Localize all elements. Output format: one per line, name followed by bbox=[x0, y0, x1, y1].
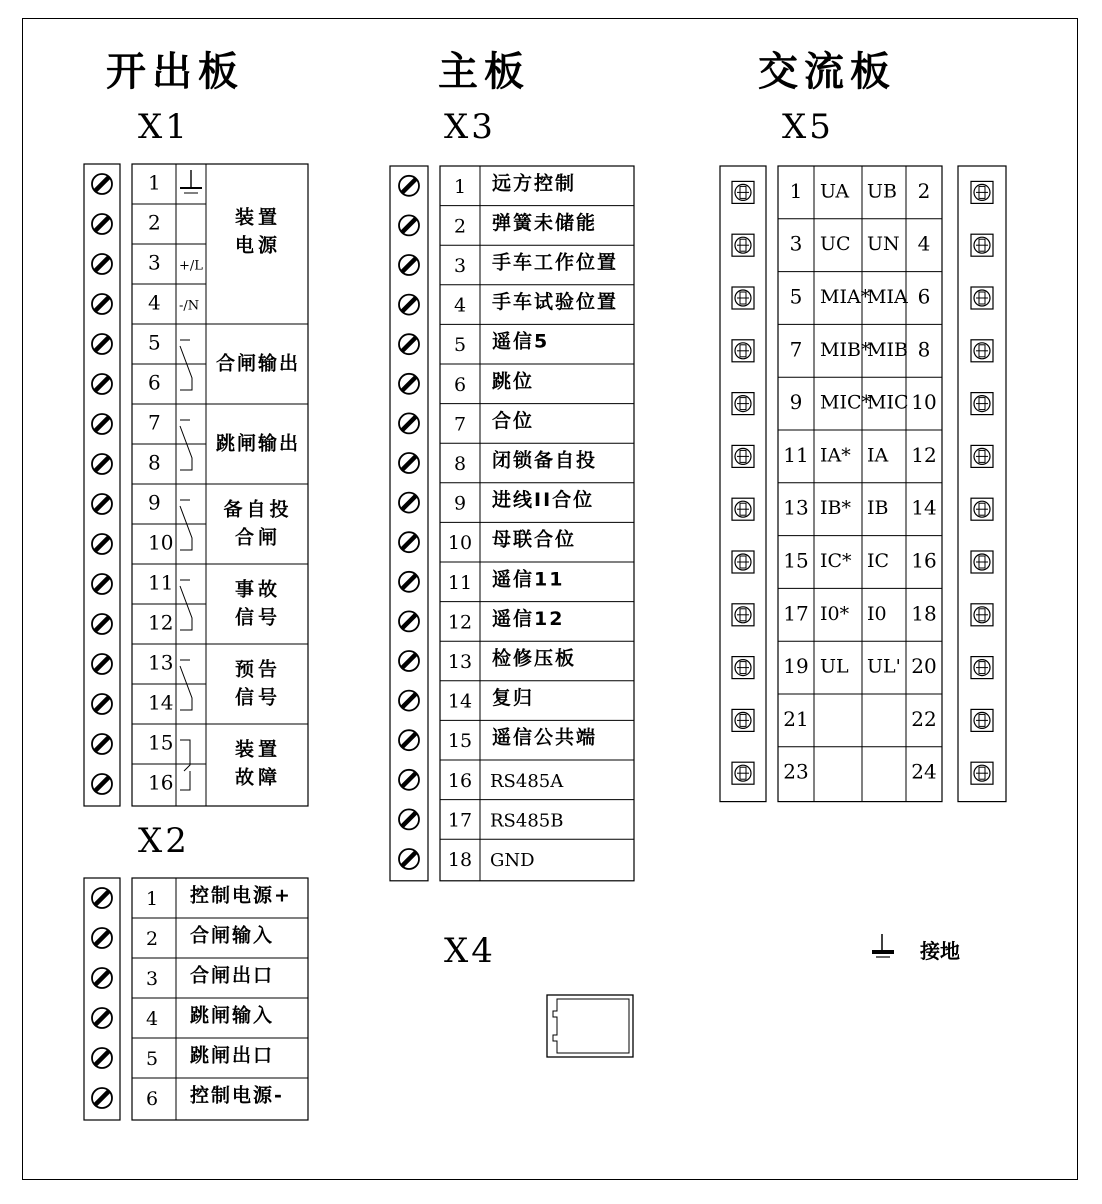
x5-terminal-number-left: 7 bbox=[789, 337, 803, 362]
x1-minus-n-label: -/N bbox=[179, 298, 200, 314]
x1-screw-icon-slot bbox=[95, 617, 109, 631]
x3-terminal-label: 闭锁备自投 bbox=[492, 449, 598, 472]
x3-terminal-number: 7 bbox=[453, 413, 467, 436]
x2-screw-icon-slot bbox=[95, 971, 109, 985]
x5-terminal-number-left: 5 bbox=[789, 284, 803, 309]
x3-terminal-number: 11 bbox=[447, 571, 473, 594]
x2-terminal-label: 控制电源- bbox=[190, 1084, 284, 1107]
x1-terminal-number: 6 bbox=[148, 370, 161, 395]
x2-screw-icon-slot bbox=[95, 1091, 109, 1105]
x1-relay-contact-icon bbox=[180, 740, 190, 790]
x5-signal-label-b: IA bbox=[867, 444, 889, 467]
x2-terminal-label: 跳闸出口 bbox=[190, 1044, 275, 1067]
x1-plus-l-label: +/L bbox=[179, 258, 203, 274]
x5-signal-label-a: MIA* bbox=[820, 286, 871, 308]
x1-screw-icon-slot bbox=[95, 417, 109, 431]
x1-group-label: 故障 bbox=[234, 766, 282, 789]
x1-terminal-number: 16 bbox=[148, 770, 174, 795]
x1-screw-icon-slot bbox=[95, 577, 109, 591]
x5-signal-label-a: MIC* bbox=[820, 391, 871, 414]
x3-screw-icon-slot bbox=[402, 852, 416, 866]
x5-right-screw-strip bbox=[958, 166, 1006, 802]
x3-screw-icon-slot bbox=[402, 614, 416, 628]
x1-terminal-number: 8 bbox=[148, 450, 161, 475]
x1-group-label: 跳闸输出 bbox=[215, 432, 301, 455]
x5-signal-label-b: MIA bbox=[867, 286, 908, 308]
x5-terminal-number-right: 24 bbox=[911, 759, 937, 784]
x1-group-label: 合闸输出 bbox=[215, 352, 301, 375]
x3-screw-strip bbox=[390, 166, 428, 881]
x1-group-label: 合闸 bbox=[234, 526, 282, 549]
x3-terminal-label: 合位 bbox=[492, 409, 535, 432]
x5-terminal-number-right: 18 bbox=[911, 601, 937, 626]
x1-screw-icon-slot bbox=[95, 497, 109, 511]
x3-terminal-number: 6 bbox=[453, 373, 467, 396]
x5-terminal-number-left: 15 bbox=[783, 548, 809, 573]
x1-screw-icon-slot bbox=[95, 777, 109, 791]
x3-terminal-label: 复归 bbox=[492, 687, 535, 710]
x2-terminal-label: 控制电源+ bbox=[190, 884, 292, 907]
x5-signal-label-a: IA* bbox=[820, 444, 851, 467]
x1-screw-icon-slot bbox=[95, 697, 109, 711]
x3-terminal-number: 1 bbox=[453, 175, 467, 198]
x1-terminal-number: 3 bbox=[148, 250, 161, 275]
x1-terminal-number: 15 bbox=[148, 730, 174, 755]
x3-screw-icon-slot bbox=[402, 575, 416, 589]
x5-terminal-number-right: 12 bbox=[911, 442, 937, 467]
x2-screw-icon-slot bbox=[95, 931, 109, 945]
x3-screw-icon-slot bbox=[402, 496, 416, 510]
x3-terminal-label: 遥信12 bbox=[492, 607, 565, 630]
x1-screw-icon-slot bbox=[95, 217, 109, 231]
header-kaichu-board: 开出板 bbox=[106, 49, 244, 95]
connector-x1-label: X1 bbox=[138, 107, 190, 147]
x5-terminal-number-left: 21 bbox=[783, 706, 809, 731]
header-ac-board: 交流板 bbox=[758, 49, 896, 95]
x5-signal-label-b: IB bbox=[867, 497, 889, 520]
x5-terminal-number-right: 8 bbox=[917, 337, 931, 362]
x5-signal-label-b: I0 bbox=[867, 602, 887, 625]
x3-screw-icon-slot bbox=[402, 377, 416, 391]
x5-signal-label-a: I0* bbox=[820, 602, 850, 625]
x5-signal-label-b: UL' bbox=[867, 655, 901, 678]
x5-terminal-number-right: 14 bbox=[911, 495, 937, 520]
x1-group-label: 备自投 bbox=[223, 498, 293, 521]
x3-terminal-label: 进线II合位 bbox=[492, 489, 595, 512]
x3-terminal-label: 远方控制 bbox=[492, 172, 577, 195]
x2-terminal-number: 4 bbox=[145, 1008, 159, 1030]
x5-terminal-number-left: 3 bbox=[789, 231, 803, 256]
x2-terminal-label: 跳闸输入 bbox=[190, 1004, 275, 1027]
x1-group-label: 信号 bbox=[234, 606, 282, 629]
x2-terminal-number: 3 bbox=[145, 968, 159, 990]
header-main-board: 主板 bbox=[438, 49, 530, 95]
x3-screw-icon-slot bbox=[402, 218, 416, 232]
x1-screw-icon-slot bbox=[95, 257, 109, 271]
x3-terminal-block bbox=[386, 162, 638, 882]
x2-terminal-number: 2 bbox=[145, 928, 159, 950]
x3-terminal-label: 遥信公共端 bbox=[492, 726, 598, 749]
x3-terminal-number: 16 bbox=[447, 769, 473, 792]
x1-terminal-block bbox=[80, 160, 312, 806]
x3-terminal-number: 14 bbox=[447, 690, 473, 713]
x3-screw-icon-slot bbox=[402, 812, 416, 826]
x5-terminal-number-left: 17 bbox=[783, 601, 809, 626]
x1-relay-contact-icon bbox=[180, 420, 192, 470]
x1-terminal-number: 14 bbox=[148, 690, 174, 715]
x1-group-label: 信号 bbox=[234, 686, 282, 709]
x3-screw-icon-slot bbox=[402, 694, 416, 708]
x3-terminal-label: 检修压板 bbox=[492, 647, 577, 670]
x5-signal-label-b: UN bbox=[867, 233, 900, 256]
x1-relay-contact-icon bbox=[180, 660, 192, 710]
x2-terminal-label: 合闸输入 bbox=[190, 924, 275, 947]
x1-terminal-number: 5 bbox=[148, 330, 161, 355]
x5-terminal-number-left: 11 bbox=[783, 442, 809, 467]
x1-group-label: 装置 bbox=[234, 206, 282, 229]
x2-terminal-label: 合闸出口 bbox=[190, 964, 275, 987]
x5-signal-label-b: MIC bbox=[867, 391, 909, 414]
x3-terminal-label: 母联合位 bbox=[492, 528, 577, 551]
x2-screw-strip bbox=[84, 878, 120, 1120]
x3-terminal-number: 5 bbox=[453, 334, 467, 357]
x3-terminal-number: 8 bbox=[453, 453, 467, 475]
x3-terminal-label: 遥信5 bbox=[492, 330, 550, 353]
x3-terminal-number: 12 bbox=[447, 611, 473, 634]
x3-terminal-label: 弹簧未储能 bbox=[492, 211, 598, 234]
x5-signal-label-a: IB* bbox=[820, 497, 851, 520]
x3-screw-icon-slot bbox=[402, 258, 416, 272]
connector-x5-label: X5 bbox=[782, 107, 834, 147]
x1-terminal-number: 11 bbox=[148, 570, 174, 595]
x3-terminal-number: 2 bbox=[453, 215, 467, 238]
x5-terminal-number-right: 2 bbox=[917, 178, 931, 203]
x1-terminal-number: 12 bbox=[148, 610, 174, 635]
x3-screw-icon-slot bbox=[402, 298, 416, 312]
x5-terminal-number-right: 16 bbox=[911, 548, 937, 573]
x3-screw-icon-slot bbox=[402, 179, 416, 193]
x5-terminal-number-left: 13 bbox=[783, 495, 809, 520]
x5-terminal-number-right: 6 bbox=[917, 284, 931, 309]
x1-screw-icon-slot bbox=[95, 737, 109, 751]
x1-relay-contact-icon bbox=[180, 500, 192, 550]
x1-screw-icon-slot bbox=[95, 337, 109, 351]
x5-left-screw-strip bbox=[720, 166, 766, 802]
x5-terminal-number-left: 1 bbox=[789, 178, 803, 203]
x2-screw-icon-slot bbox=[95, 1051, 109, 1065]
x2-terminal-block bbox=[80, 874, 312, 1120]
x2-screw-icon-slot bbox=[95, 1011, 109, 1025]
connector-x3-label: X3 bbox=[444, 107, 496, 147]
x3-terminal-number: 4 bbox=[453, 294, 467, 317]
x5-signal-label-a: MIB* bbox=[820, 338, 871, 361]
x5-signal-label-a: UA bbox=[820, 180, 850, 203]
x5-terminal-number-left: 23 bbox=[783, 759, 809, 784]
x2-terminal-number: 1 bbox=[145, 888, 159, 910]
x3-terminal-label: RS485A bbox=[490, 770, 564, 792]
x5-signal-label-b: IC bbox=[867, 550, 890, 572]
x3-screw-icon-slot bbox=[402, 416, 416, 430]
x3-screw-icon-slot bbox=[402, 773, 416, 787]
x3-screw-icon-slot bbox=[402, 535, 416, 549]
x1-screw-icon-slot bbox=[95, 657, 109, 671]
x3-terminal-number: 10 bbox=[447, 532, 473, 555]
x5-signal-label-a: IC* bbox=[820, 550, 852, 572]
x3-terminal-label: 手车工作位置 bbox=[492, 251, 619, 274]
ground-icon bbox=[868, 930, 902, 964]
x1-screw-icon-slot bbox=[95, 457, 109, 471]
x3-terminal-label: GND bbox=[490, 850, 535, 871]
ground-label: 接地 bbox=[920, 939, 960, 963]
x1-screw-icon-slot bbox=[95, 297, 109, 311]
x5-terminal-number-right: 4 bbox=[917, 231, 931, 256]
x1-screw-icon-slot bbox=[95, 377, 109, 391]
x1-screw-icon-slot bbox=[95, 177, 109, 191]
x5-terminal-number-left: 19 bbox=[783, 654, 809, 679]
x1-terminal-number: 9 bbox=[148, 490, 161, 515]
x1-screw-strip bbox=[84, 164, 120, 806]
x2-terminal-number: 6 bbox=[145, 1088, 159, 1110]
x3-terminal-label: 遥信11 bbox=[492, 568, 565, 591]
x3-terminal-number: 17 bbox=[447, 809, 473, 832]
x3-terminal-label: RS485B bbox=[490, 810, 564, 832]
x3-terminal-label: 手车试验位置 bbox=[492, 291, 619, 314]
x1-relay-contact-icon bbox=[180, 580, 192, 630]
x1-group-label: 事故 bbox=[234, 578, 282, 601]
x3-screw-icon-slot bbox=[402, 654, 416, 668]
x1-group-label: 装置 bbox=[234, 738, 282, 761]
x1-terminal-number: 1 bbox=[148, 170, 161, 195]
x5-signal-label-a: UC bbox=[820, 233, 851, 256]
x2-screw-icon-slot bbox=[95, 891, 109, 905]
x1-group-label: 预告 bbox=[234, 658, 282, 681]
x1-screw-icon-slot bbox=[95, 537, 109, 551]
x4-rj45-port bbox=[545, 992, 637, 1060]
x1-terminal-number: 13 bbox=[148, 650, 174, 675]
x5-signal-label-b: UB bbox=[867, 180, 897, 203]
connector-x4-label: X4 bbox=[444, 931, 496, 971]
x3-screw-icon-slot bbox=[402, 733, 416, 747]
x5-signal-label-b: MIB bbox=[867, 338, 908, 361]
x3-terminal-number: 15 bbox=[447, 730, 473, 753]
x1-terminal-number: 2 bbox=[148, 210, 161, 235]
x5-terminal-number-left: 9 bbox=[789, 390, 803, 415]
x5-terminal-number-right: 22 bbox=[911, 706, 937, 731]
x3-terminal-label: 跳位 bbox=[492, 370, 535, 393]
x1-terminal-number: 4 bbox=[148, 290, 161, 315]
x2-terminal-number: 5 bbox=[145, 1048, 159, 1070]
x5-signal-label-a: UL bbox=[820, 655, 849, 678]
connector-x2-label: X2 bbox=[138, 821, 190, 861]
x5-terminal-number-right: 10 bbox=[911, 390, 937, 415]
x3-terminal-number: 18 bbox=[447, 849, 473, 871]
x3-terminal-number: 13 bbox=[447, 651, 473, 673]
x1-relay-contact-icon bbox=[180, 340, 192, 390]
x3-screw-icon-slot bbox=[402, 337, 416, 351]
x3-terminal-number: 3 bbox=[453, 255, 467, 277]
x5-terminal-number-right: 20 bbox=[911, 654, 937, 679]
x3-terminal-number: 9 bbox=[453, 492, 467, 515]
x1-group-label: 电源 bbox=[234, 234, 282, 257]
x5-terminal-block bbox=[716, 162, 1012, 798]
x1-terminal-number: 7 bbox=[148, 410, 161, 435]
x1-terminal-number: 10 bbox=[148, 530, 174, 555]
x3-screw-icon-slot bbox=[402, 456, 416, 470]
